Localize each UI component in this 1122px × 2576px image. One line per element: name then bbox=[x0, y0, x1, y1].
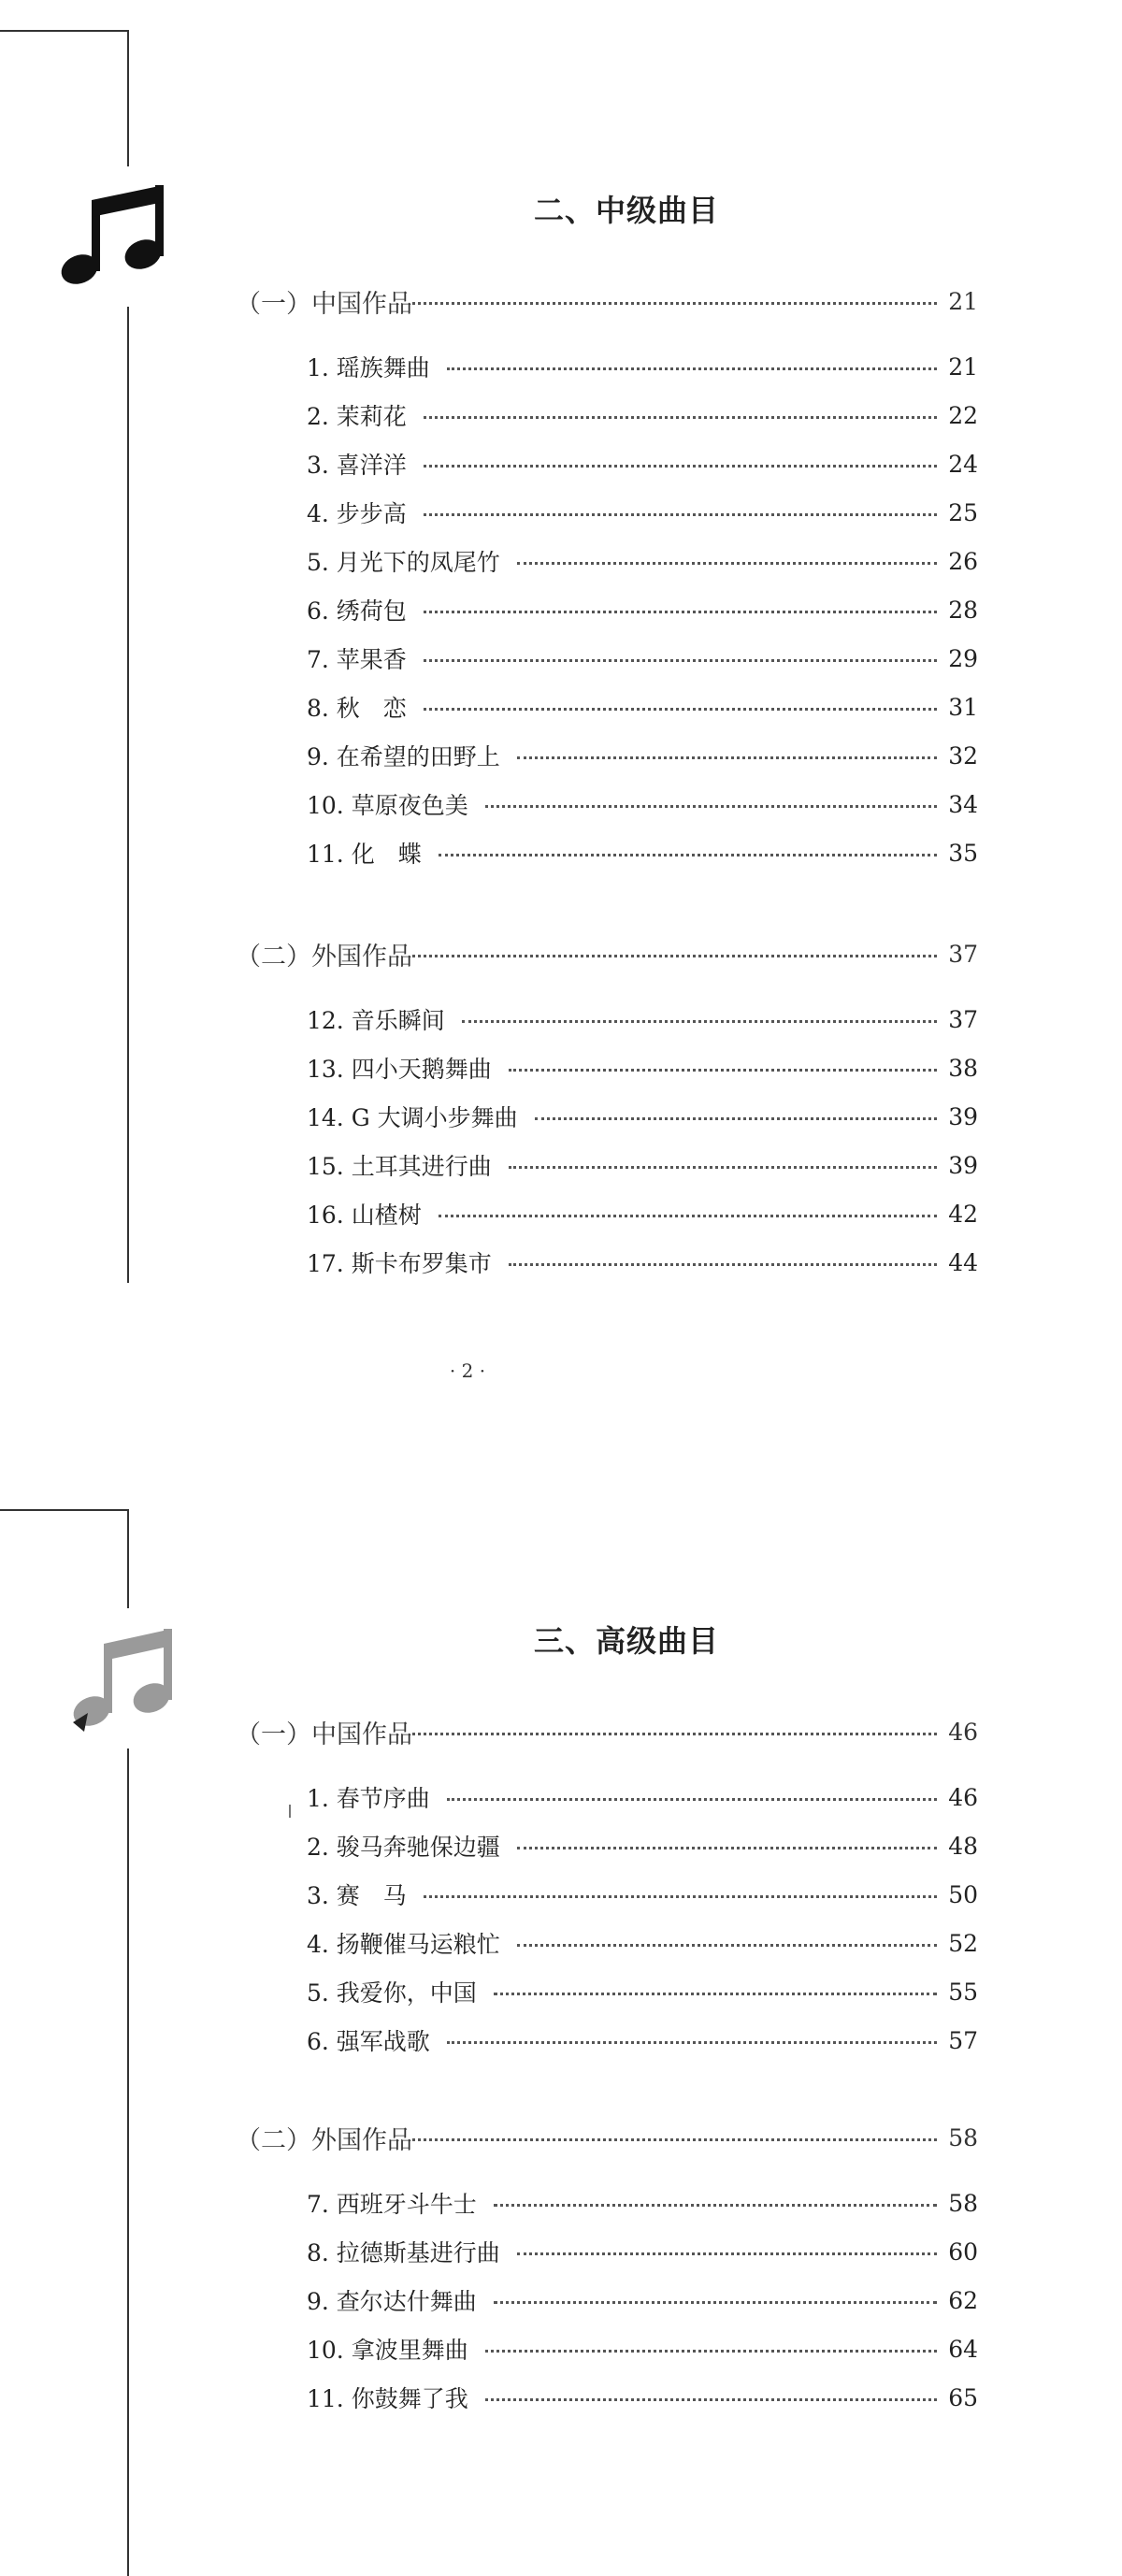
entry-title: 10. 拿波里舞曲 bbox=[307, 2337, 468, 2364]
entry-page-number: 39 bbox=[948, 1102, 978, 1130]
toc-entry[interactable] bbox=[307, 2379, 978, 2416]
dot-leader bbox=[412, 2138, 937, 2141]
dot-leader bbox=[517, 756, 937, 759]
page-title: 二、中级曲目 bbox=[533, 193, 719, 228]
dot-leader bbox=[509, 1069, 937, 1072]
entry-title: 7. 西班牙斗牛士 bbox=[307, 2191, 477, 2218]
toc-entry[interactable] bbox=[307, 1195, 978, 1232]
toc-entry[interactable] bbox=[307, 348, 978, 385]
page-frame-top-line bbox=[0, 1509, 129, 1511]
toc-entry[interactable] bbox=[307, 1098, 978, 1135]
page-title: 三、高级曲目 bbox=[533, 1623, 719, 1659]
dot-leader bbox=[494, 2301, 937, 2304]
entry-title: 11. 化 蝶 bbox=[307, 841, 422, 868]
toc-entry[interactable] bbox=[307, 1049, 978, 1087]
toc-entry[interactable] bbox=[307, 396, 978, 434]
entry-title: 2. 骏马奔驰保边疆 bbox=[307, 1834, 500, 1861]
section-label: （一）中国作品 bbox=[236, 289, 412, 319]
entry-page-number: 21 bbox=[948, 353, 978, 381]
entry-title: 15. 土耳其进行曲 bbox=[307, 1153, 492, 1180]
dot-leader bbox=[494, 1993, 937, 1995]
section-label: （一）中国作品 bbox=[236, 1720, 412, 1749]
entry-title: 1. 春节序曲 bbox=[307, 1785, 430, 1812]
entry-page-number: 24 bbox=[948, 450, 978, 478]
toc-entry[interactable] bbox=[307, 640, 978, 677]
toc-entry[interactable] bbox=[307, 1876, 978, 1913]
dot-leader bbox=[517, 2252, 937, 2255]
dot-leader bbox=[424, 416, 937, 419]
music-note-icon bbox=[47, 166, 187, 307]
section-page-number: 46 bbox=[948, 1718, 978, 1746]
entry-page-number: 28 bbox=[948, 596, 978, 624]
toc-entry[interactable] bbox=[307, 591, 978, 628]
dot-leader bbox=[517, 562, 937, 565]
entry-page-number: 29 bbox=[948, 644, 978, 672]
dot-leader bbox=[447, 1798, 937, 1801]
dot-leader bbox=[439, 1215, 937, 1217]
toc-section-foreign-works[interactable] bbox=[236, 2119, 978, 2156]
toc-entry[interactable] bbox=[307, 1000, 978, 1038]
toc-entry[interactable] bbox=[307, 688, 978, 726]
entry-page-number: 50 bbox=[948, 1880, 978, 1908]
dot-leader bbox=[509, 1263, 937, 1266]
dot-leader bbox=[447, 2041, 937, 2044]
dot-leader bbox=[424, 708, 937, 711]
entry-title: 7. 苹果香 bbox=[307, 646, 407, 673]
dot-leader bbox=[509, 1166, 937, 1169]
entry-page-number: 64 bbox=[948, 2335, 978, 2363]
dot-leader bbox=[439, 854, 937, 856]
entry-title: 9. 查尔达什舞曲 bbox=[307, 2288, 477, 2315]
page-frame-top-line bbox=[0, 30, 129, 32]
entry-page-number: 42 bbox=[948, 1200, 978, 1228]
entry-page-number: 52 bbox=[948, 1929, 978, 1957]
dot-leader bbox=[424, 1895, 937, 1898]
entry-page-number: 62 bbox=[948, 2286, 978, 2314]
toc-entry[interactable] bbox=[307, 1244, 978, 1281]
dot-leader bbox=[517, 1944, 937, 1947]
toc-entry[interactable] bbox=[307, 1924, 978, 1962]
toc-page-advanced bbox=[0, 1487, 1122, 2576]
dot-leader bbox=[424, 513, 937, 516]
toc-entry[interactable] bbox=[307, 542, 978, 580]
entry-page-number: 60 bbox=[948, 2238, 978, 2266]
page-number: · 2 · bbox=[449, 1360, 486, 1382]
toc-section-foreign-works[interactable] bbox=[236, 935, 978, 972]
entry-page-number: 65 bbox=[948, 2383, 978, 2411]
dot-leader bbox=[424, 659, 937, 662]
entry-page-number: 32 bbox=[948, 741, 978, 770]
entry-page-number: 44 bbox=[948, 1248, 978, 1276]
dot-leader bbox=[485, 2350, 937, 2353]
entry-page-number: 34 bbox=[948, 790, 978, 818]
toc-entry[interactable] bbox=[307, 2184, 978, 2222]
entry-title: 9. 在希望的田野上 bbox=[307, 743, 500, 770]
entry-title: 3. 喜洋洋 bbox=[307, 452, 407, 479]
entry-title: 4. 步步高 bbox=[307, 500, 407, 527]
entry-title: 12. 音乐瞬间 bbox=[307, 1007, 445, 1034]
entry-page-number: 58 bbox=[948, 2189, 978, 2217]
toc-entry[interactable] bbox=[307, 2233, 978, 2270]
toc-entry[interactable] bbox=[307, 445, 978, 482]
section-label: （二）外国作品 bbox=[236, 942, 412, 971]
toc-entry[interactable] bbox=[307, 1146, 978, 1184]
entry-page-number: 57 bbox=[948, 2026, 978, 2054]
dot-leader bbox=[535, 1117, 938, 1120]
section-page-number: 21 bbox=[948, 287, 978, 315]
toc-entry[interactable] bbox=[307, 785, 978, 823]
music-note-icon bbox=[47, 1608, 187, 1749]
dot-leader bbox=[412, 302, 937, 305]
entry-title: 11. 你鼓舞了我 bbox=[307, 2385, 468, 2412]
entry-title: 13. 四小天鹅舞曲 bbox=[307, 1056, 492, 1083]
entry-page-number: 37 bbox=[948, 1005, 978, 1033]
entry-title: 14. G 大调小步舞曲 bbox=[307, 1104, 518, 1131]
dot-leader bbox=[412, 955, 937, 957]
entry-title: 4. 扬鞭催马运粮忙 bbox=[307, 1931, 500, 1958]
toc-entry[interactable] bbox=[307, 834, 978, 871]
entry-title: 5. 我爱你，中国 bbox=[307, 1979, 477, 2007]
entry-title: 16. 山楂树 bbox=[307, 1202, 422, 1229]
dot-leader bbox=[494, 2204, 937, 2207]
section-page-number: 37 bbox=[948, 940, 978, 968]
entry-page-number: 22 bbox=[948, 401, 978, 429]
entry-page-number: 46 bbox=[948, 1783, 978, 1811]
dot-leader bbox=[412, 1733, 937, 1735]
dot-leader bbox=[462, 1020, 937, 1023]
dot-leader bbox=[485, 805, 937, 808]
dot-leader bbox=[424, 465, 937, 468]
toc-entry[interactable] bbox=[307, 1973, 978, 2010]
toc-entry[interactable] bbox=[307, 1778, 978, 1816]
toc-entry[interactable] bbox=[307, 494, 978, 531]
entry-title: 8. 秋 恋 bbox=[307, 695, 407, 722]
dot-leader bbox=[447, 367, 937, 370]
toc-entry[interactable] bbox=[307, 2330, 978, 2367]
dot-leader bbox=[517, 1847, 937, 1849]
entry-title: 10. 草原夜色美 bbox=[307, 792, 468, 819]
entry-page-number: 38 bbox=[948, 1054, 978, 1082]
entry-page-number: 35 bbox=[948, 839, 978, 867]
toc-section-chinese-works[interactable] bbox=[236, 282, 978, 320]
print-speck bbox=[289, 1805, 291, 1818]
entry-page-number: 39 bbox=[948, 1151, 978, 1179]
entry-title: 6. 强军战歌 bbox=[307, 2028, 430, 2055]
entry-title: 1. 瑶族舞曲 bbox=[307, 354, 430, 381]
toc-entry[interactable] bbox=[307, 1827, 978, 1864]
entry-title: 6. 绣荷包 bbox=[307, 597, 407, 625]
entry-page-number: 55 bbox=[948, 1978, 978, 2006]
section-page-number: 58 bbox=[948, 2123, 978, 2151]
toc-entry[interactable] bbox=[307, 2022, 978, 2059]
toc-entry[interactable] bbox=[307, 2281, 978, 2319]
entry-page-number: 48 bbox=[948, 1832, 978, 1860]
entry-title: 8. 拉德斯基进行曲 bbox=[307, 2239, 500, 2267]
entry-page-number: 31 bbox=[948, 693, 978, 721]
entry-page-number: 25 bbox=[948, 498, 978, 526]
entry-title: 2. 茉莉花 bbox=[307, 403, 407, 430]
toc-entry[interactable] bbox=[307, 737, 978, 774]
entry-page-number: 26 bbox=[948, 547, 978, 575]
section-label: （二）外国作品 bbox=[236, 2125, 412, 2155]
entry-title: 17. 斯卡布罗集市 bbox=[307, 1250, 492, 1277]
toc-section-chinese-works[interactable] bbox=[236, 1713, 978, 1750]
entry-title: 3. 赛 马 bbox=[307, 1882, 407, 1909]
dot-leader bbox=[424, 611, 937, 613]
entry-title: 5. 月光下的凤尾竹 bbox=[307, 549, 500, 576]
dot-leader bbox=[485, 2398, 937, 2401]
